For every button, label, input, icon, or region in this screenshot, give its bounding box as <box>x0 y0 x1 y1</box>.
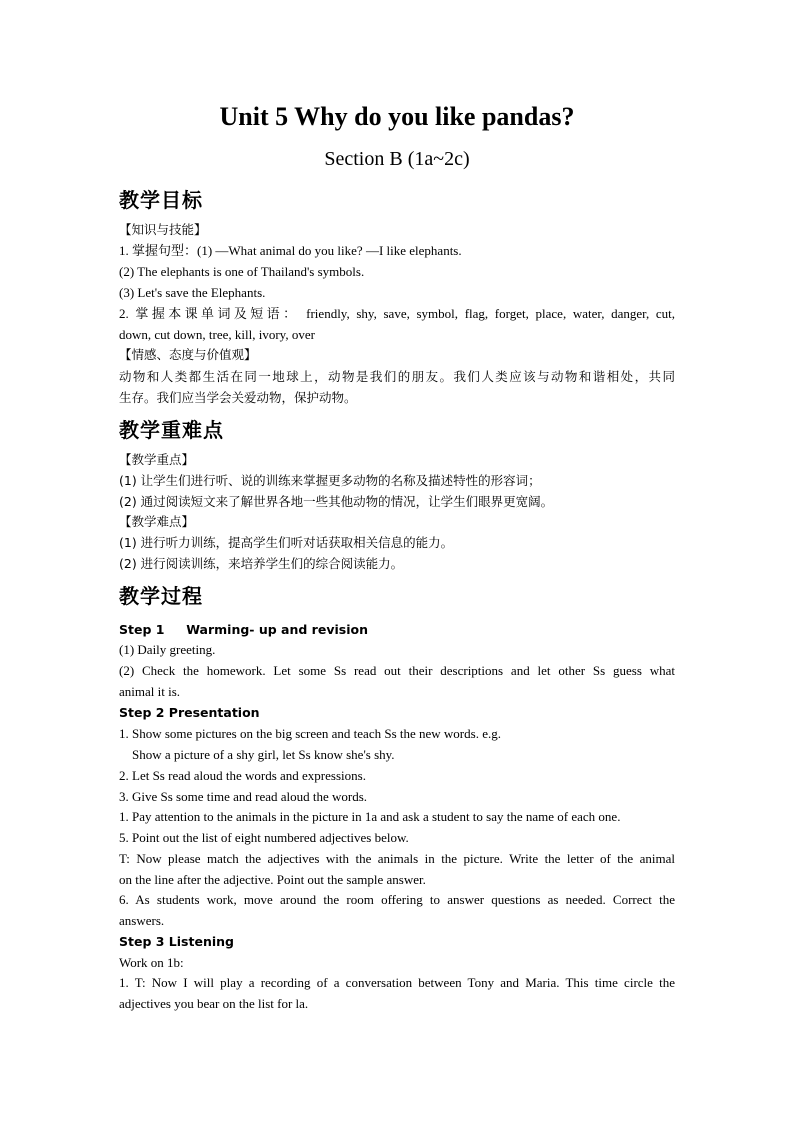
focus-line: (1) 让学生们进行听、说的训练来掌握更多动物的名称及描述特性的形容词； <box>119 473 541 488</box>
difficulty-label: 【教学难点】 <box>119 514 195 529</box>
process-heading: 教学过程 <box>119 584 203 608</box>
attitude-line: 动物和人类都生活在同一地球上，动物是我们的朋友。我们人类应该与动物和谐相处，共同 <box>119 369 675 384</box>
document-title: Unit 5 Why do you like pandas? <box>219 102 575 131</box>
step3-line: Work on 1b: <box>119 955 184 970</box>
step2-line: 5. Point out the list of eight numbered adjectives below. <box>119 830 409 845</box>
objective-line: 1. 掌握句型：(1) —What animal do you like? —I like elephants. <box>119 243 462 258</box>
attitude-label: 【情感、态度与价值观】 <box>119 347 257 362</box>
step1-line: (1) Daily greeting. <box>119 642 216 657</box>
objective-line: (3) Let's save the Elephants. <box>119 285 266 300</box>
step2-line: 2. Let Ss read aloud the words and expressions. <box>119 768 366 783</box>
step3-line: 1. T: Now I will play a recording of a conversation between Tony and Maria. This time circle the <box>119 975 675 990</box>
step2-line: answers. <box>119 913 165 928</box>
step2-line: 3. Give Ss some time and read aloud the words. <box>119 789 368 804</box>
step1-line: animal it is. <box>119 684 181 699</box>
key-points-heading: 教学重难点 <box>119 418 224 442</box>
focus-line: (2) 通过阅读短文来了解世界各地一些其他动物的情况，让学生们眼界更宽阔。 <box>119 494 554 509</box>
objective-line: (2) The elephants is one of Thailand's symbols. <box>119 264 365 279</box>
difficulty-line: (2) 进行阅读训练，来培养学生们的综合阅读能力。 <box>119 556 404 571</box>
step2-title: Step 2 Presentation <box>119 705 260 720</box>
step2-line: 1. Show some pictures on the big screen and teach Ss the new words. e.g. <box>119 726 501 741</box>
step1-title: Step 1 Warming- up and revision <box>119 622 368 637</box>
step2-line: 6. As students work, move around the room offering to answer questions as needed. Correct the <box>119 892 675 907</box>
step1-line: (2) Check the homework. Let some Ss read out their descriptions and let other Ss guess what <box>119 663 675 678</box>
step2-line: 1. Pay attention to the animals in the picture in 1a and ask a student to say the name of each one. <box>119 809 621 824</box>
objective-line: down, cut down, tree, kill, ivory, over <box>119 327 315 342</box>
step2-line: T: Now please match the adjectives with the animals in the picture. Write the letter of the animal <box>119 851 675 866</box>
step3-title: Step 3 Listening <box>119 934 234 949</box>
objectives-heading: 教学目标 <box>119 188 203 212</box>
step3-line: adjectives you bear on the list for la. <box>119 996 309 1011</box>
attitude-line: 生存。我们应当学会关爱动物，保护动物。 <box>119 390 357 405</box>
knowledge-label: 【知识与技能】 <box>119 222 207 237</box>
objective-line: 2. 掌握本课单词及短语： friendly, shy, save, symbol, flag, forget, place, water, danger, cut, <box>119 306 675 321</box>
step2-line: on the line after the adjective. Point out the sample answer. <box>119 872 426 887</box>
step2-line: Show a picture of a shy girl, let Ss know she's shy. <box>119 747 395 762</box>
document-subtitle: Section B (1a~2c) <box>324 148 470 170</box>
difficulty-line: (1) 进行听力训练，提高学生们听对话获取相关信息的能力。 <box>119 535 454 550</box>
focus-label: 【教学重点】 <box>119 452 195 467</box>
